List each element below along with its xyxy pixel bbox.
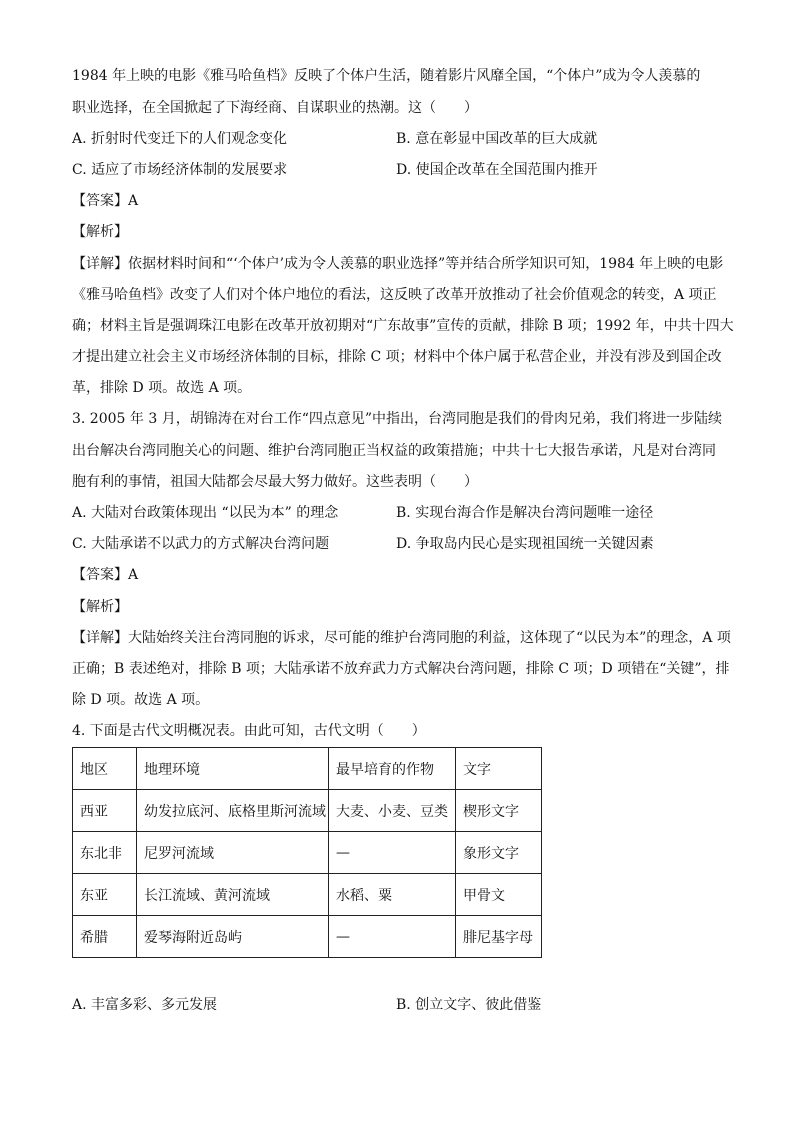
q2-detail-line2: 《雅马哈鱼档》改变了人们对个体户地位的看法，这反映了改革开放推动了社会价值观念的转变，A 项正 <box>72 287 717 303</box>
q3-stem-line2: 出台解决台湾同胞关心的问题、维护台湾同胞正当权益的政策措施；中共十七大报告承诺，凡是对台湾同 <box>72 443 716 459</box>
table-cell: — <box>329 832 456 874</box>
q3-detail-line2: 正确；B 表述绝对，排除 B 项；大陆承诺不放弃武力方式解决台湾问题，排除 C 项；D 项错在“关键”，排 <box>72 661 730 677</box>
q2-stem-line2: 职业选择，在全国掀起了下海经商、自谋职业的热潮。这（ ） <box>72 100 478 116</box>
q4-stem: 4. 下面是古代文明概况表。由此可知，古代文明（ ） <box>72 723 426 739</box>
civilization-table <box>72 747 542 958</box>
q2-detail-line5: 革，排除 D 项。故选 A 项。 <box>72 380 252 396</box>
q3-answer: 【答案】A <box>72 567 139 583</box>
table-row <box>73 790 542 832</box>
q4-option-b: B. 创立文字、彼此借鉴 <box>396 997 542 1013</box>
q2-detail-line4: 才提出建立社会主义市场经济体制的目标，排除 C 项；材料中个体户属于私营企业，并没有涉及到国企改 <box>72 349 722 365</box>
table-cell: 东北非 <box>73 832 137 874</box>
table-header-cell: 最早培育的作物 <box>329 748 456 790</box>
table-cell: 象形文字 <box>456 832 542 874</box>
q2-answer: 【答案】A <box>72 193 139 209</box>
q2-analysis-label: 【解析】 <box>72 224 128 240</box>
table-cell: 腓尼基字母 <box>456 916 542 958</box>
q3-option-c: C. 大陆承诺不以武力的方式解决台湾问题 <box>72 536 330 552</box>
q2-detail-line3: 确；材料主旨是强调珠江电影在改革开放初期对“广东故事”宣传的贡献，排除 B 项；1992 年，中共十四大 <box>72 318 734 334</box>
table-cell: — <box>329 916 456 958</box>
q4-option-a: A. 丰富多彩、多元发展 <box>72 997 218 1013</box>
table-cell: 希腊 <box>73 916 137 958</box>
table-cell: 幼发拉底河、底格里斯河流域 <box>137 790 329 832</box>
table-cell: 甲骨文 <box>456 874 542 916</box>
table-row <box>73 916 542 958</box>
q3-analysis-label: 【解析】 <box>72 599 128 615</box>
q2-option-a: A. 折射时代变迁下的人们观念变化 <box>72 131 288 147</box>
q2-option-d: D. 使国企改革在全国范围内推开 <box>396 162 598 178</box>
q3-option-b: B. 实现台海合作是解决台湾问题唯一途径 <box>396 505 654 521</box>
q2-option-b: B. 意在彰显中国改革的巨大成就 <box>396 131 598 147</box>
table-cell: 爱琴海附近岛屿 <box>137 916 329 958</box>
table-cell: 水稻、粟 <box>329 874 456 916</box>
table-cell: 东亚 <box>73 874 137 916</box>
table-row <box>73 874 542 916</box>
table-row <box>73 832 542 874</box>
table-header-cell: 文字 <box>456 748 542 790</box>
q3-option-d: D. 争取岛内民心是实现祖国统一关键因素 <box>396 536 654 552</box>
q3-detail-line1: 【详解】大陆始终关注台湾同胞的诉求，尽可能的维护台湾同胞的利益，这体现了“以民为本”的理念，A 项 <box>72 630 731 646</box>
table-header-row <box>73 748 542 790</box>
q3-stem-line3: 胞有利的事情，祖国大陆都会尽最大努力做好。这些表明（ ） <box>72 474 478 490</box>
q2-option-c: C. 适应了市场经济体制的发展要求 <box>72 162 288 178</box>
table-cell: 大麦、小麦、豆类 <box>329 790 456 832</box>
table-header-cell: 地区 <box>73 748 137 790</box>
q2-detail-line1: 【详解】依据材料时间和“‘个体户’成为令人羡慕的职业选择”等并结合所学知识可知，1984 年上映的电影 <box>72 256 724 272</box>
table-cell: 长江流域、黄河流域 <box>137 874 329 916</box>
table-cell: 尼罗河流域 <box>137 832 329 874</box>
q3-option-a: A. 大陆对台政策体现出 “以民为本” 的理念 <box>72 505 339 521</box>
q2-stem-line1: 1984 年上映的电影《雅马哈鱼档》反映了个体户生活，随着影片风靡全国，“个体户”成为令人羡慕的 <box>72 68 701 84</box>
table-cell: 楔形文字 <box>456 790 542 832</box>
q3-detail-line3: 除 D 项。故选 A 项。 <box>72 692 210 708</box>
q3-stem-line1: 3. 2005 年 3 月，胡锦涛在对台工作“四点意见”中指出，台湾同胞是我们的骨肉兄弟，我们将进一步陆续 <box>72 411 723 427</box>
table-header-cell: 地理环境 <box>137 748 329 790</box>
table-cell: 西亚 <box>73 790 137 832</box>
